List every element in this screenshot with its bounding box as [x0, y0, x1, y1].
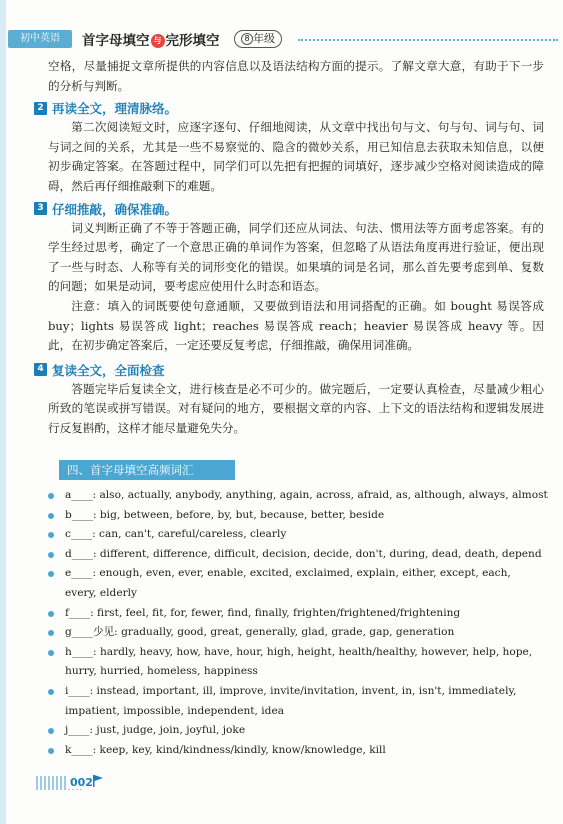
vocab-text: g____少见: gradually, good, great, generally, glad, grade, gap, generation	[65, 626, 455, 639]
intro-paragraph: 空格，尽量捕捉文章所提供的内容信息以及语法结构方面的提示。了解文章大意，有助于下一步的分析与判断。	[48, 59, 544, 93]
section-3-paragraph-1: 词义判断正确了不等于答题正确，同学们还应从词法、句法、惯用法等方面考虑答案。有的学生经过思考，确定了一个意思正确的单词作为答案，但忽略了从语法角度再进行验证，便出现了一些与时态、人称等有关的词形变化的错误。如果填的词是名词，那么首先要考虑到单、复数的问题；如果是动词，要考虑应使用什么时态和语态。	[48, 220, 544, 294]
bullet-icon	[48, 532, 54, 538]
bullet-icon	[48, 513, 54, 519]
vocab-text: f____: first, feel, fit, for, fewer, find, finally, frighten/frightened/frightening	[65, 606, 461, 619]
flag-icon	[93, 775, 103, 787]
vocab-text: d____: different, difference, difficult, decision, decide, don't, during, dead, death, depend	[65, 547, 542, 560]
bullet-icon	[48, 630, 54, 636]
vocab-text: a____: also, actually, anybody, anything, again, across, afraid, as, although, always, almost	[65, 489, 548, 501]
vocab-item-i	[48, 682, 544, 721]
vocab-item-d	[48, 545, 544, 565]
page-number: 002	[70, 776, 93, 789]
section-4-heading	[37, 360, 544, 380]
section-2-number: 2	[34, 102, 47, 115]
section-3-number: 3	[34, 202, 47, 215]
vocab-text: e____: enough, even, ever, enable, excited, exclaimed, explain, either, except, each, every, elderly	[65, 567, 511, 599]
section-2-title: 再读全文，理清脉络。	[52, 101, 178, 117]
book-title	[82, 29, 220, 49]
section-2-heading	[37, 98, 544, 118]
vocab-item-a	[48, 486, 548, 506]
bullet-icon	[48, 650, 54, 656]
grade-number: 8	[241, 33, 253, 45]
vocab-item-f	[48, 604, 544, 624]
vocab-item-g	[48, 623, 544, 643]
section-4-number: 4	[34, 363, 47, 376]
title-part-b: 完形填空	[165, 33, 220, 49]
section-2-paragraph: 第二次阅读短文时，应逐字逐句、仔细地阅读，从文章中找出句与文、句与句、词与句、词与词之间的关系，尤其是一些不易察觉的、隐含的微妙关系，用已知信息去获取未知信息，以便初步确定答案。在答题过程中，同学们可以先把有把握的词填好，逐步减少空格对阅读造成的障碍，然后再仔细推敲剩下的难题。	[48, 120, 544, 193]
vocab-text: k____: keep, key, kind/kindness/kindly, know/knowledge, kill	[65, 743, 386, 756]
vocab-banner: 四、首字母填空高频词汇	[59, 460, 235, 480]
vocab-text: h____: hardly, heavy, how, have, hour, high, height, health/healthy, however, help, hope, hurry, hurried, homeless, happiness	[65, 645, 533, 678]
vocab-item-b	[48, 506, 544, 526]
grade-label: 年级	[253, 32, 275, 45]
section-4-title: 复读全文，全面检查	[52, 362, 165, 378]
title-and-badge: 与	[151, 34, 165, 48]
section-3-paragraph-2: 注意：填入的词既要使句意通顺，又要做到语法和用词搭配的正确。如 bought 易误答成 buy；lights 易误答成 light；reaches 易误答成 reach；heavier 易误答成 heavy 等。因此，在初步确定答案后，一定还要反复考虑，仔细推敲，确保用词准确。	[48, 298, 544, 353]
bullet-icon	[48, 493, 54, 499]
bullet-icon	[48, 728, 54, 734]
section-3-heading	[37, 199, 544, 219]
vocab-item-j	[48, 721, 544, 741]
vocab-item-k	[48, 741, 544, 761]
vocab-list	[48, 486, 548, 760]
guide-content	[37, 57, 544, 439]
bullet-icon	[48, 689, 54, 695]
grade-badge	[234, 30, 282, 48]
bullet-icon	[48, 611, 54, 617]
page-header	[8, 30, 558, 50]
vocab-item-c	[48, 525, 544, 545]
vocab-item-h	[48, 643, 544, 682]
section-4-paragraph: 答题完毕后复读全文，进行核查是必不可少的。做完题后，一定要认真检查，尽量减少粗心所致的笔误或拼写错误。对有疑问的地方，要根据文章的内容、上下文的语法结构和逻辑发展进行反复斟酌，这样才能尽量避免失分。	[48, 381, 544, 435]
header-divider	[298, 39, 558, 41]
vocab-item-e	[48, 564, 544, 603]
bullet-icon	[48, 748, 54, 754]
title-part-a: 首字母填空	[82, 33, 150, 49]
bullet-icon	[48, 571, 54, 577]
bullet-icon	[48, 552, 54, 558]
vocab-text: b____: big, between, before, by, but, because, better, beside	[65, 508, 385, 521]
subject-tag: 初中英语	[8, 30, 72, 48]
vocab-text: c____: can, can't, careful/careless, clearly	[65, 528, 287, 541]
section-3-title: 仔细推敲，确保准确。	[52, 201, 178, 217]
vocab-text: j____: just, judge, join, joyful, joke	[65, 724, 246, 737]
vocab-text: i____: instead, important, ill, improve, invite/invitation, invent, in, isn't, immediately, impatient, impossible, independent, idea	[65, 684, 517, 717]
